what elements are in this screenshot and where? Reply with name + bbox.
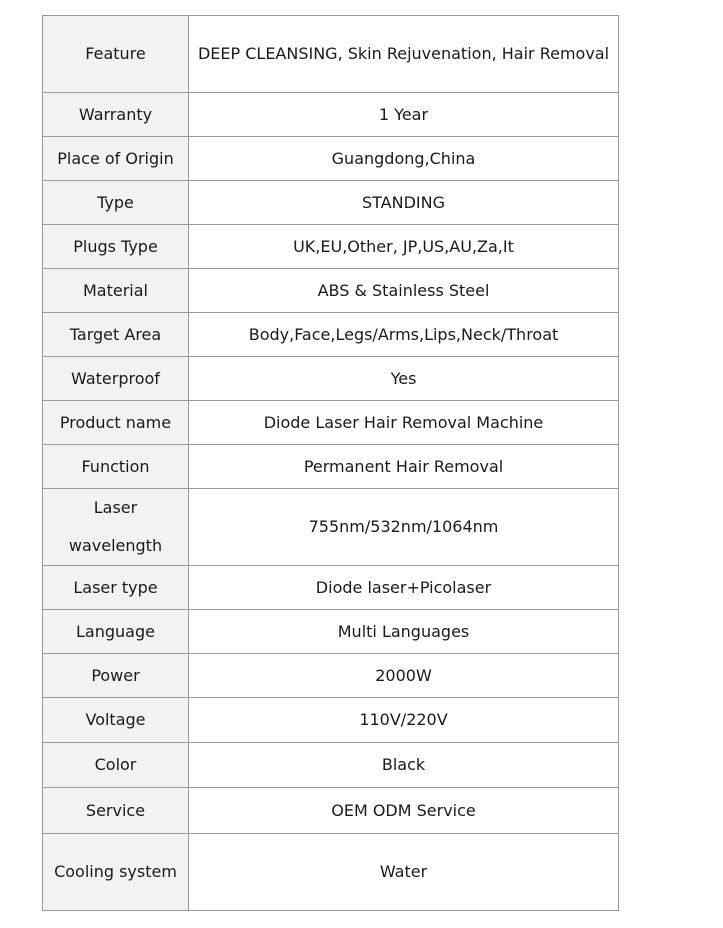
laser-type-label: Laser type: [43, 566, 189, 610]
table-row: [43, 743, 619, 788]
language-value: Multi Languages: [189, 610, 619, 654]
table-row: [43, 225, 619, 269]
type-label: Type: [43, 181, 189, 225]
voltage-label: Voltage: [43, 698, 189, 743]
function-value: Permanent Hair Removal: [189, 445, 619, 489]
service-value: OEM ODM Service: [189, 788, 619, 834]
place-of-origin-label: Place of Origin: [43, 137, 189, 181]
warranty-label: Warranty: [43, 93, 189, 137]
product-name-value: Diode Laser Hair Removal Machine: [189, 401, 619, 445]
table-row: [43, 566, 619, 610]
laser-wavelength-label: Laser wavelength: [43, 489, 189, 566]
table-row: [43, 698, 619, 743]
power-value: 2000W: [189, 654, 619, 698]
table-row: [43, 489, 619, 566]
table-row: [43, 445, 619, 489]
color-label: Color: [43, 743, 189, 788]
warranty-value: 1 Year: [189, 93, 619, 137]
table-row: [43, 313, 619, 357]
language-label: Language: [43, 610, 189, 654]
table-row: [43, 16, 619, 93]
table-row: [43, 357, 619, 401]
service-label: Service: [43, 788, 189, 834]
table-row: [43, 654, 619, 698]
product-name-label: Product name: [43, 401, 189, 445]
table-row: [43, 93, 619, 137]
target-area-label: Target Area: [43, 313, 189, 357]
laser-wavelength-value: 755nm/532nm/1064nm: [189, 489, 619, 566]
table-row: [43, 834, 619, 911]
waterproof-label: Waterproof: [43, 357, 189, 401]
voltage-value: 110V/220V: [189, 698, 619, 743]
plugs-type-label: Plugs Type: [43, 225, 189, 269]
function-label: Function: [43, 445, 189, 489]
cooling-system-label: Cooling system: [43, 834, 189, 911]
cooling-system-value: Water: [189, 834, 619, 911]
table-row: [43, 181, 619, 225]
table-row: [43, 137, 619, 181]
place-of-origin-value: Guangdong,China: [189, 137, 619, 181]
spec-table: [42, 15, 619, 911]
table-row: [43, 269, 619, 313]
color-value: Black: [189, 743, 619, 788]
feature-value: DEEP CLEANSING, Skin Rejuvenation, Hair Removal: [189, 16, 619, 93]
feature-label: Feature: [43, 16, 189, 93]
waterproof-value: Yes: [189, 357, 619, 401]
power-label: Power: [43, 654, 189, 698]
type-value: STANDING: [189, 181, 619, 225]
material-label: Material: [43, 269, 189, 313]
material-value: ABS & Stainless Steel: [189, 269, 619, 313]
laser-type-value: Diode laser+Picolaser: [189, 566, 619, 610]
table-row: [43, 401, 619, 445]
plugs-type-value: UK,EU,Other, JP,US,AU,Za,It: [189, 225, 619, 269]
target-area-value: Body,Face,Legs/Arms,Lips,Neck/Throat: [189, 313, 619, 357]
table-row: [43, 610, 619, 654]
table-row: [43, 788, 619, 834]
